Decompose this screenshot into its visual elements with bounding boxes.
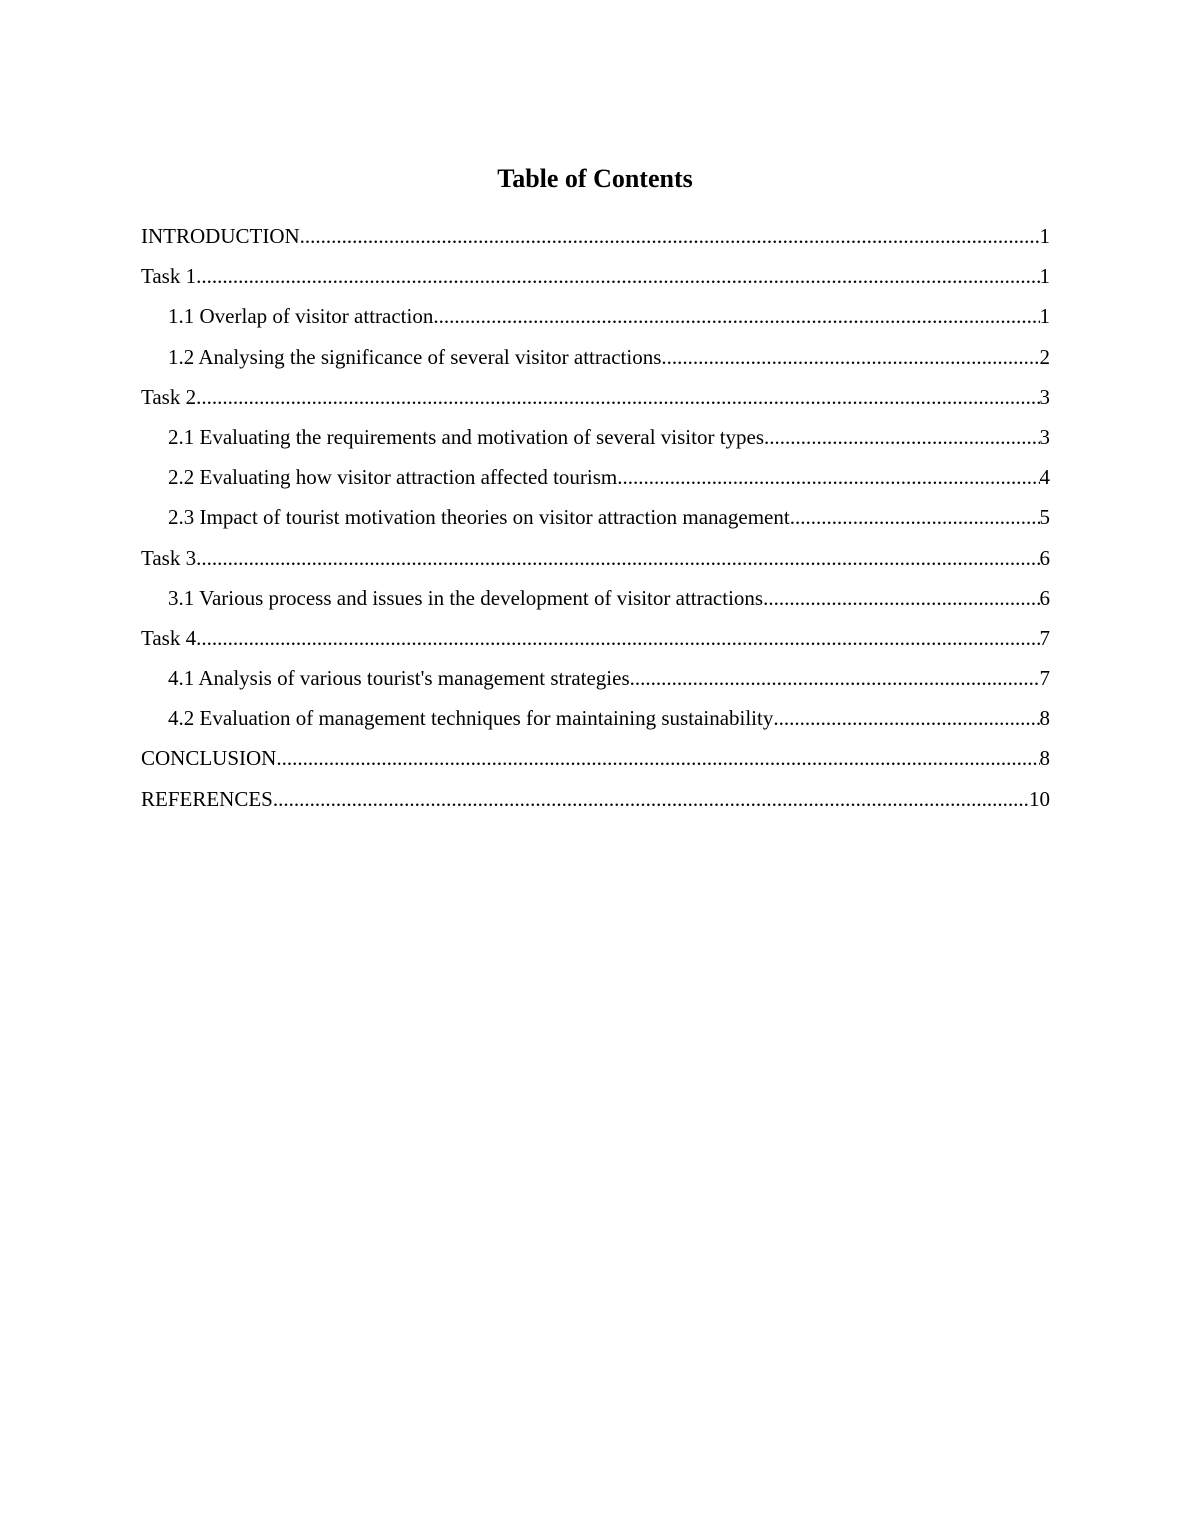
- toc-entry[interactable]: [141, 580, 1050, 620]
- toc-entry-text: REFERENCES: [141, 786, 273, 811]
- toc-page-number: 6: [1039, 585, 1050, 610]
- toc-entry-text: 4.1 Analysis of various tourist's management strategies: [168, 666, 630, 691]
- toc-entry[interactable]: [141, 700, 1050, 740]
- toc-dot-leader: [273, 781, 1029, 817]
- toc-entry[interactable]: [141, 218, 1050, 258]
- toc-page-number: 5: [1039, 505, 1050, 530]
- toc-entry-text: 1.2 Analysing the significance of several visitor attractions: [168, 344, 662, 369]
- toc-entry-text: 4.2 Evaluation of management techniques for maintaining sustainability: [168, 706, 774, 731]
- toc-page-number: 8: [1039, 746, 1050, 771]
- toc-entry-text: Task 2: [141, 384, 197, 409]
- toc-page-number: 7: [1039, 625, 1050, 650]
- toc-page-number: 7: [1039, 666, 1050, 691]
- page-title: Table of Contents: [497, 164, 693, 193]
- toc-dot-leader: [196, 379, 1039, 415]
- toc-dot-leader: [276, 740, 1039, 776]
- toc-dot-leader: [773, 700, 1039, 736]
- toc-entry[interactable]: [141, 379, 1050, 419]
- toc-entry-text: CONCLUSION: [141, 746, 277, 771]
- toc-page-number: 3: [1039, 384, 1050, 409]
- toc-dot-leader: [617, 459, 1039, 495]
- toc-page-number: 2: [1039, 344, 1050, 369]
- toc-entry[interactable]: [141, 660, 1050, 700]
- toc-entry[interactable]: [141, 499, 1050, 539]
- toc-entry-text: 2.1 Evaluating the requirements and motivation of several visitor types: [168, 424, 765, 449]
- toc-entry[interactable]: [141, 419, 1050, 459]
- toc-page-number: 8: [1039, 706, 1050, 731]
- toc-entry-text: Task 3: [141, 545, 197, 570]
- toc-dot-leader: [763, 580, 1039, 616]
- toc-entry[interactable]: [141, 540, 1050, 580]
- toc-page-number: 4: [1039, 465, 1050, 490]
- toc-entry[interactable]: [141, 339, 1050, 379]
- toc-page-number: 3: [1039, 424, 1050, 449]
- toc-entry[interactable]: [141, 740, 1050, 780]
- toc-entry-text: 3.1 Various process and issues in the development of visitor attractions: [168, 585, 764, 610]
- toc-entry-text: Task 4: [141, 625, 197, 650]
- toc-dot-leader: [196, 540, 1039, 576]
- toc-dot-leader: [630, 660, 1040, 696]
- toc-entry-text: 2.3 Impact of tourist motivation theories on visitor attraction management: [168, 505, 790, 530]
- table-of-contents: [141, 218, 1050, 821]
- toc-entry[interactable]: [141, 459, 1050, 499]
- toc-entry[interactable]: [141, 258, 1050, 298]
- toc-dot-leader: [196, 620, 1039, 656]
- toc-dot-leader: [300, 218, 1040, 254]
- toc-page-number: 10: [1029, 786, 1050, 811]
- toc-page-number: 1: [1039, 304, 1050, 329]
- toc-dot-leader: [433, 298, 1039, 334]
- toc-entry[interactable]: [141, 298, 1050, 338]
- toc-dot-leader: [196, 258, 1039, 294]
- toc-dot-leader: [764, 419, 1039, 455]
- toc-entry-text: 1.1 Overlap of visitor attraction: [168, 304, 434, 329]
- toc-entry[interactable]: [141, 620, 1050, 660]
- toc-entry-text: 2.2 Evaluating how visitor attraction affected tourism: [168, 465, 618, 490]
- toc-dot-leader: [661, 339, 1039, 375]
- toc-entry-text: Task 1: [141, 264, 197, 289]
- toc-entry[interactable]: [141, 781, 1050, 821]
- toc-page-number: 6: [1039, 545, 1050, 570]
- toc-page-number: 1: [1039, 264, 1050, 289]
- toc-entry-text: INTRODUCTION: [141, 224, 300, 248]
- toc-dot-leader: [790, 499, 1040, 535]
- toc-page-number: 1: [1039, 224, 1050, 248]
